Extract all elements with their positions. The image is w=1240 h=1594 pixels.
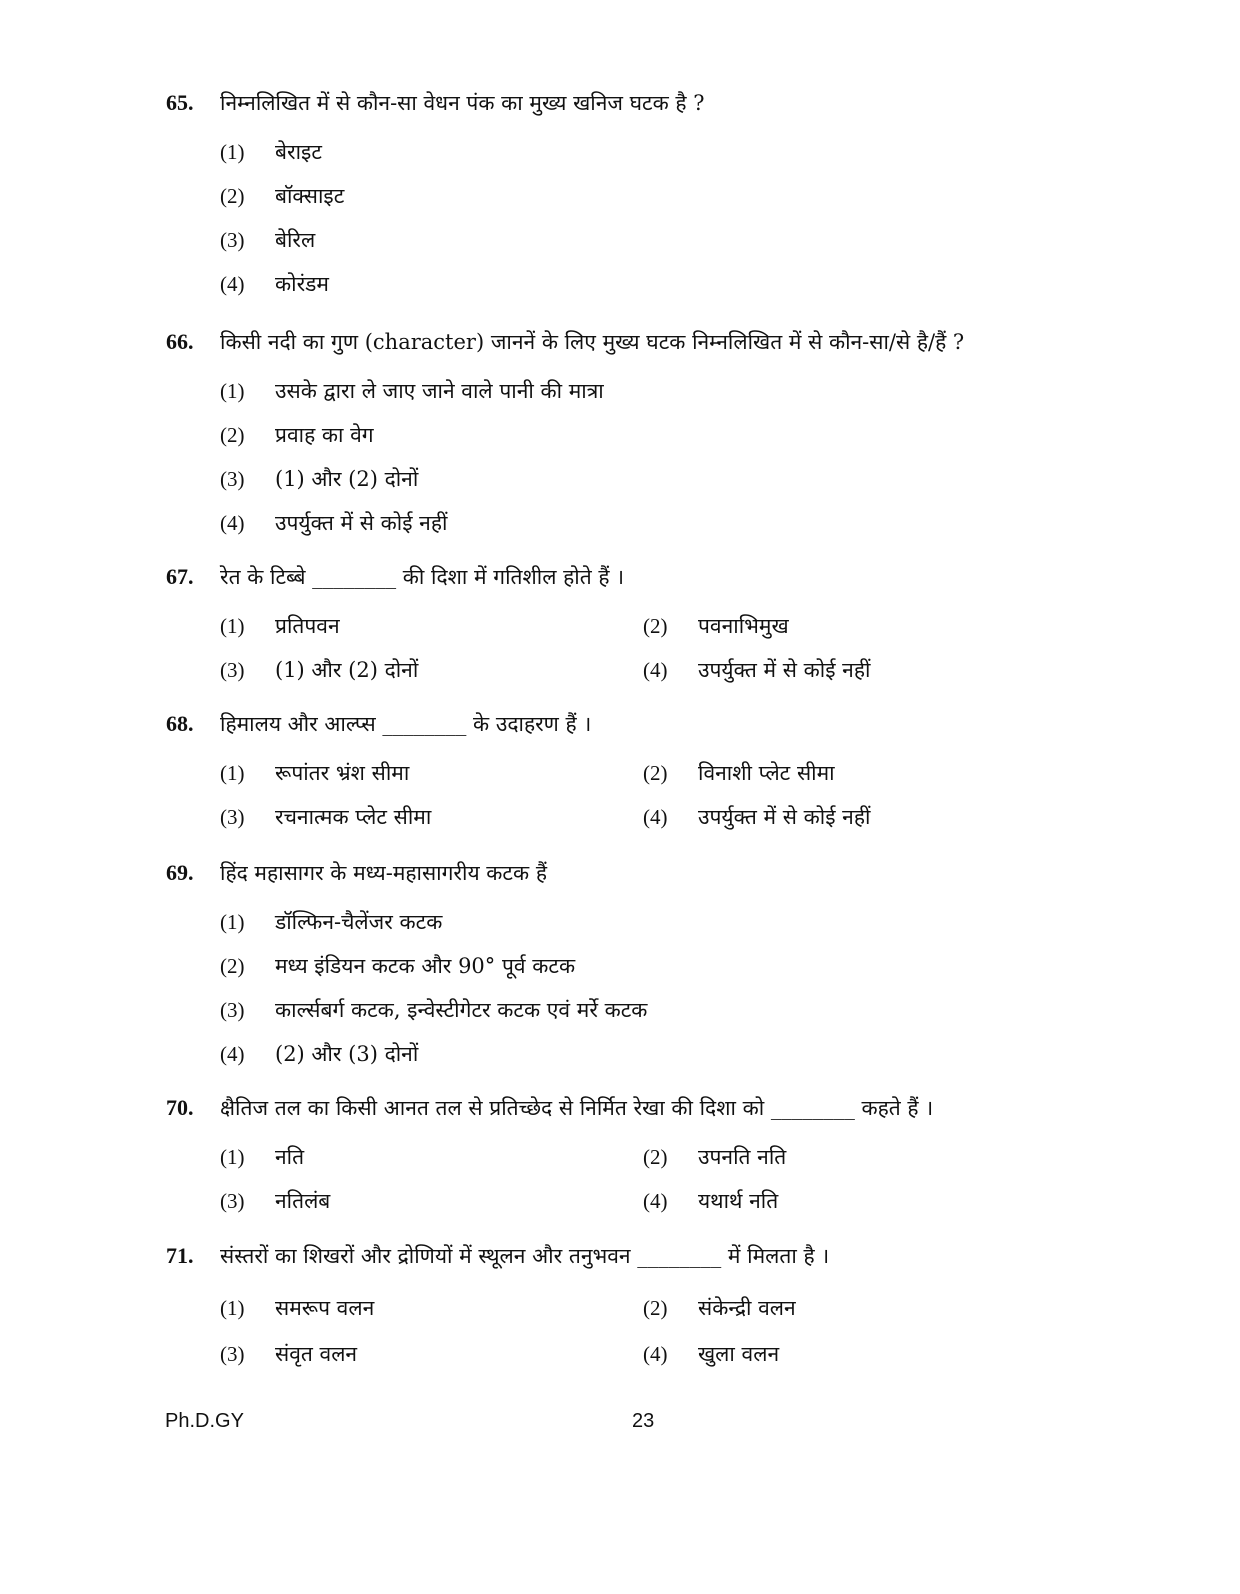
option-text: बेरिल	[275, 228, 316, 252]
question-66	[166, 327, 1066, 545]
question-text: हिमालय और आल्प्स ________ के उदाहरण हैं ।	[220, 712, 592, 736]
option	[643, 1340, 1066, 1368]
option	[643, 759, 1066, 787]
page-number: 23	[632, 1410, 655, 1432]
option	[220, 138, 665, 166]
option-text: कोरंडम	[275, 272, 329, 296]
option-number: (3)	[220, 657, 245, 682]
option	[643, 656, 1066, 684]
option	[220, 1340, 643, 1368]
option-text: कार्ल्सबर्ग कटक, इन्वेस्टीगेटर कटक एवं मर्रे कटक	[275, 998, 648, 1022]
option	[220, 908, 665, 936]
option-text: प्रवाह का वेग	[275, 423, 374, 447]
option-text: विनाशी प्लेट सीमा	[698, 761, 835, 785]
question-text: संस्तरों का शिखरों और द्रोणियों में स्थूलन और तनुभवन ________ में मिलता है ।	[220, 1244, 830, 1268]
option-number: (2)	[220, 183, 245, 208]
option-text: नतिलंब	[275, 1189, 331, 1213]
option-number: (1)	[220, 1144, 245, 1169]
option-number: (1)	[220, 1295, 245, 1320]
option-text: संवृत वलन	[275, 1342, 358, 1366]
option-text: डॉल्फिन-चैलेंजर कटक	[275, 910, 443, 934]
question-text: किसी नदी का गुण (character) जाननें के लिए मुख्य घटक निम्नलिखित में से कौन-सा/से है/हैं ?	[220, 330, 965, 354]
option-number: (2)	[220, 422, 245, 447]
question-text: क्षैतिज तल का किसी आनत तल से प्रतिच्छेद से निर्मित रेखा की दिशा को ________ कहते हैं ।	[220, 1096, 934, 1120]
exam-code: Ph.D.GY	[165, 1410, 244, 1432]
option-number: (3)	[220, 804, 245, 829]
option	[220, 377, 665, 405]
option	[220, 1294, 643, 1322]
option	[643, 612, 1066, 640]
option-number: (3)	[220, 1188, 245, 1213]
option-text: नति	[275, 1145, 305, 1169]
option-number: (4)	[643, 804, 668, 829]
option-text: रूपांतर भ्रंश सीमा	[275, 761, 410, 785]
option-number: (2)	[643, 760, 668, 785]
option-text: पवनाभिमुख	[698, 614, 789, 638]
option-number: (4)	[643, 1341, 668, 1366]
option	[220, 759, 643, 787]
question-number: 71.	[166, 1243, 194, 1268]
option	[643, 1294, 1066, 1322]
option	[643, 1187, 1066, 1215]
option-text: उपनति नति	[698, 1145, 787, 1169]
question-67	[166, 562, 1066, 692]
option-text: उपर्युक्त में से कोई नहीं	[275, 511, 448, 535]
option-number: (1)	[220, 909, 245, 934]
option-text: मध्य इंडियन कटक और 90° पूर्व कटक	[275, 954, 576, 978]
question-number: 67.	[166, 564, 194, 589]
option-text: संकेन्द्री वलन	[698, 1296, 796, 1320]
option	[220, 656, 643, 684]
option-text: उपर्युक्त में से कोई नहीं	[698, 805, 871, 829]
question-number: 70.	[166, 1095, 194, 1120]
option-text: खुला वलन	[698, 1342, 780, 1366]
option	[220, 509, 665, 537]
question-text: निम्नलिखित में से कौन-सा वेधन पंक का मुख्य खनिज घटक है ?	[220, 91, 705, 115]
option-number: (4)	[220, 1041, 245, 1066]
option	[220, 182, 665, 210]
page-footer	[0, 1410, 1240, 1440]
question-number: 66.	[166, 329, 194, 354]
option	[220, 226, 665, 254]
option-number: (1)	[220, 139, 245, 164]
option-text: बेराइट	[275, 140, 322, 164]
option-text: (2) और (3) दोनों	[275, 1042, 419, 1066]
option-number: (3)	[220, 466, 245, 491]
option-number: (4)	[220, 271, 245, 296]
option	[220, 803, 643, 831]
question-69	[166, 858, 1066, 1076]
option-text: उपर्युक्त में से कोई नहीं	[698, 658, 871, 682]
option-number: (3)	[220, 1341, 245, 1366]
option	[220, 465, 665, 493]
option-number: (3)	[220, 227, 245, 252]
option-text: यथार्थ नति	[698, 1189, 779, 1213]
option-number: (4)	[220, 510, 245, 535]
option-number: (1)	[220, 760, 245, 785]
option-number: (1)	[220, 613, 245, 638]
option	[220, 952, 665, 980]
question-70	[166, 1093, 1066, 1223]
option-text: बॉक्साइट	[275, 184, 345, 208]
option	[643, 1143, 1066, 1171]
option-text: समरूप वलन	[275, 1296, 375, 1320]
question-65	[166, 88, 1066, 306]
option-number: (4)	[643, 1188, 668, 1213]
option-number: (2)	[643, 613, 668, 638]
option-text: (1) और (2) दोनों	[275, 467, 419, 491]
option-number: (1)	[220, 378, 245, 403]
option	[220, 421, 665, 449]
option-number: (3)	[220, 997, 245, 1022]
option-text: प्रतिपवन	[275, 614, 340, 638]
option	[220, 270, 665, 298]
option	[220, 1187, 643, 1215]
question-68	[166, 709, 1066, 839]
option	[220, 1143, 643, 1171]
option	[643, 803, 1066, 831]
option-number: (4)	[643, 657, 668, 682]
option	[220, 612, 643, 640]
option-number: (2)	[220, 953, 245, 978]
question-number: 65.	[166, 90, 194, 115]
option-number: (2)	[643, 1295, 668, 1320]
question-text: हिंद महासागर के मध्य-महासागरीय कटक हैं	[220, 861, 547, 885]
option	[220, 1040, 665, 1068]
option-text: रचनात्मक प्लेट सीमा	[275, 805, 432, 829]
question-number: 68.	[166, 711, 194, 736]
option-text: (1) और (2) दोनों	[275, 658, 419, 682]
question-71	[166, 1241, 1066, 1377]
option-number: (2)	[643, 1144, 668, 1169]
question-number: 69.	[166, 860, 194, 885]
option-text: उसके द्वारा ले जाए जाने वाले पानी की मात्रा	[275, 379, 604, 403]
option	[220, 996, 665, 1024]
question-text: रेत के टिब्बे ________ की दिशा में गतिशील होते हैं ।	[220, 565, 625, 589]
